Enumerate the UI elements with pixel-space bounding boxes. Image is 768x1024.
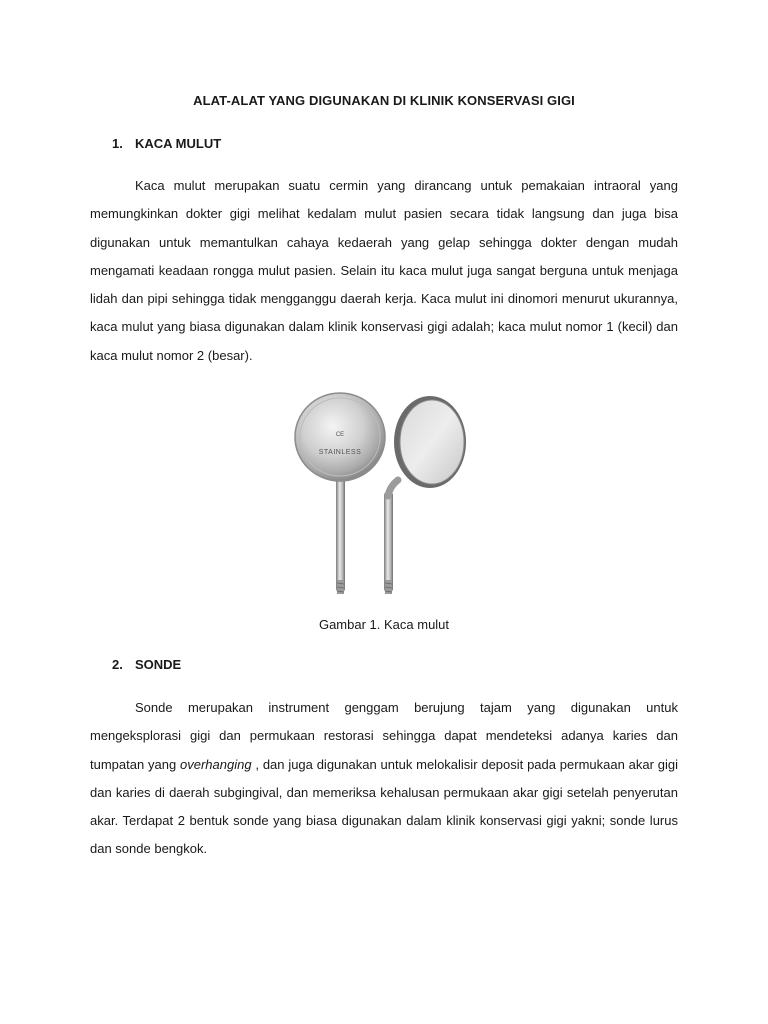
section-heading-kaca-mulut <box>112 136 221 151</box>
paragraph-italic-term: overhanging <box>180 756 252 772</box>
mirror-label: STAINLESS <box>318 449 362 456</box>
mouth-mirror-illustration <box>290 392 470 600</box>
section-number: 2. <box>112 657 123 672</box>
document-title: ALAT-ALAT YANG DIGUNAKAN DI KLINIK KONSERVASI GIGI <box>193 93 575 108</box>
section-heading-sonde <box>112 657 181 672</box>
section-title: KACA MULUT <box>135 136 222 151</box>
paragraph-text-start: Sonde merupakan instrument genggam berujung tajam yang digunakan untuk mengeksplorasi gigi dan permukaan restorasi sehingga dapat mendeteksi adanya karies dan tumpatan yang <box>90 700 678 772</box>
figure-kaca-mulut <box>290 392 470 600</box>
paragraph-text-end: , dan juga digunakan untuk melokalisir deposit pada permukaan akar gigi dan karies di daerah subgingival, dan memeriksa kehalusan permukaan akar gigi setelah penyerutan akar. Terdapat 2 bentuk sonde yang biasa digunakan dalam klinik konservasi gigi yakni; sonde lurus dan sonde bengkok. <box>90 756 678 857</box>
paragraph-kaca-mulut: Kaca mulut merupakan suatu cermin yang dirancang untuk pemakaian intraoral yang memungkinkan dokter gigi melihat kedalam mulut pasien secara tidak langsung dan juga bisa digunakan untuk memantulkan cahaya kedaerah yang gelap sehingga dokter dengan mudah mengamati keadaan rongga mulut pasien. Selain itu kaca mulut juga sangat berguna untuk menjaga lidah dan pipi sehingga tidak mengganggu daerah kerja. Kaca mulut ini dinomori menurut ukurannya, kaca mulut yang biasa digunakan dalam klinik konservasi gigi adalah; kaca mulut nomor 1 (kecil) dan kaca mulut nomor 2 (besar). <box>90 178 678 363</box>
figure-caption: Gambar 1. Kaca mulut <box>318 617 450 632</box>
section-number: 1. <box>112 136 123 151</box>
paragraph-sonde <box>90 694 678 864</box>
mirror-back-view <box>295 393 385 594</box>
mirror-mark: CE <box>335 432 345 438</box>
section-title: SONDE <box>135 657 182 672</box>
mirror-front-view <box>384 396 466 594</box>
